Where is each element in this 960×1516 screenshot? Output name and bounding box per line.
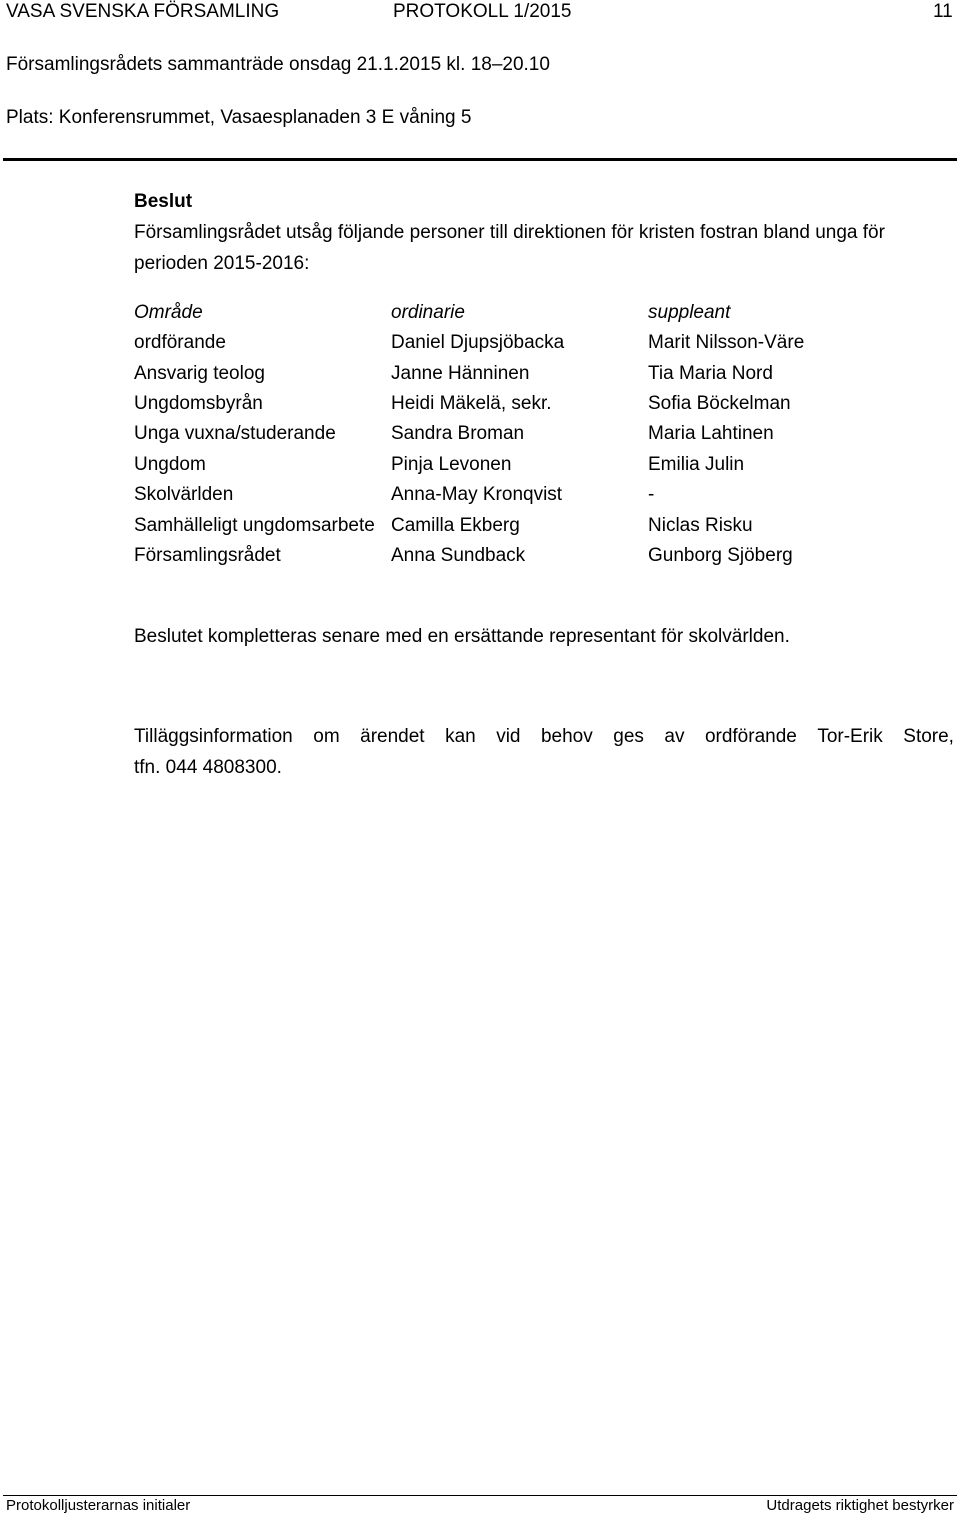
info-word: av (664, 726, 685, 747)
protocol-number: PROTOKOLL 1/2015 (393, 1, 572, 22)
row-area: Ungdom (134, 454, 206, 475)
table-row (134, 331, 954, 355)
footer-divider (3, 1495, 957, 1496)
row-ordinary: Anna Sundback (391, 545, 526, 566)
info-word: Tilläggsinformation (134, 726, 293, 747)
row-ordinary: Daniel Djupsjöbacka (391, 332, 565, 353)
row-ordinary: Anna-May Kronqvist (391, 484, 563, 505)
info-word: ordförande (704, 726, 797, 747)
info-word: Tor-Erik (817, 726, 883, 747)
table-row (134, 544, 954, 568)
row-area: Skolvärlden (134, 484, 234, 505)
info-word: vid (496, 726, 521, 747)
column-header-ordinary: ordinarie (391, 302, 465, 323)
row-substitute: Maria Lahtinen (648, 423, 774, 444)
meeting-place: Plats: Konferensrummet, Vasaesplanaden 3 E våning 5 (6, 107, 472, 128)
table-row (134, 453, 954, 477)
row-area: Ungdomsbyrån (134, 393, 263, 414)
info-word: om (313, 726, 340, 747)
row-area: Samhälleligt ungdomsarbete (134, 515, 375, 536)
meeting-info: Församlingsrådets sammanträde onsdag 21.1.2015 kl. 18–20.10 (6, 54, 550, 75)
column-header-substitute: suppleant (648, 302, 731, 323)
row-ordinary: Janne Hänninen (391, 363, 530, 384)
row-substitute: Tia Maria Nord (648, 363, 773, 384)
info-word: kan (445, 726, 476, 747)
footer-initials-label: Protokolljusterarnas initialer (6, 1497, 191, 1514)
footer-certification-label: Utdragets riktighet bestyrker (766, 1497, 954, 1514)
row-substitute: Sofia Böckelman (648, 393, 791, 414)
column-header-area: Område (134, 302, 203, 323)
additional-info-line1 (134, 725, 954, 749)
decision-heading: Beslut (134, 191, 193, 212)
info-word: ärendet (360, 726, 425, 747)
row-ordinary: Camilla Ekberg (391, 515, 520, 536)
decision-intro-line1: Församlingsrådet utsåg följande personer till direktionen för kristen fostran bland unga för (134, 222, 885, 243)
header-divider (3, 158, 957, 161)
info-word: behov (540, 726, 593, 747)
additional-info-line2: tfn. 044 4808300. (134, 757, 282, 778)
row-area: Församlingsrådet (134, 545, 281, 566)
info-word: ges (613, 726, 644, 747)
row-substitute: Marit Nilsson-Väre (648, 332, 805, 353)
row-substitute: Emilia Julin (648, 454, 745, 475)
row-area: Ansvarig teolog (134, 363, 265, 384)
table-row (134, 392, 954, 416)
supplement-note: Beslutet kompletteras senare med en ersättande representant för skolvärlden. (134, 626, 790, 647)
table-row (134, 362, 954, 386)
row-area: ordförande (134, 332, 226, 353)
decision-intro-line2: perioden 2015-2016: (134, 253, 310, 274)
organization-name: VASA SVENSKA FÖRSAMLING (6, 1, 280, 22)
table-row (134, 514, 954, 538)
row-ordinary: Sandra Broman (391, 423, 525, 444)
table-row (134, 483, 954, 507)
info-word: Store, (903, 726, 954, 747)
table-row (134, 422, 954, 446)
row-ordinary: Pinja Levonen (391, 454, 512, 475)
row-substitute: Gunborg Sjöberg (648, 545, 793, 566)
row-area: Unga vuxna/studerande (134, 423, 336, 444)
row-substitute: - (648, 484, 655, 505)
row-ordinary: Heidi Mäkelä, sekr. (391, 393, 552, 414)
page-number: 11 (933, 1, 953, 22)
row-substitute: Niclas Risku (648, 515, 753, 536)
table-header-row (134, 301, 954, 325)
